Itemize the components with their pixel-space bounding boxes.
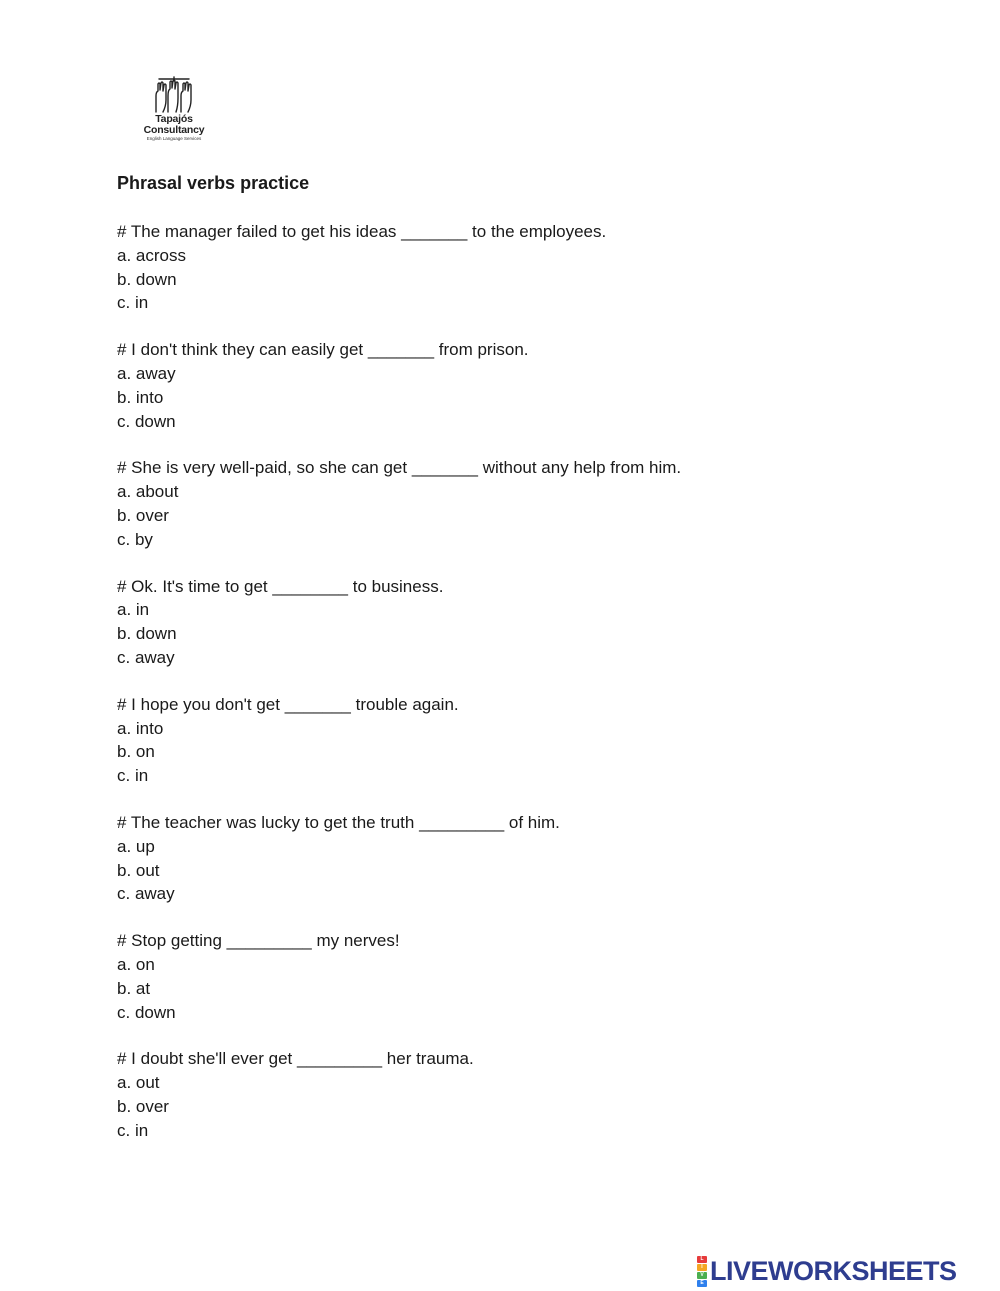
option-c[interactable]: c. in <box>117 1120 149 1140</box>
question-text: # Stop getting _________ my nerves! <box>117 931 400 951</box>
question-list <box>117 220 917 1166</box>
question-text: # I don't think they can easily get _______ from prison. <box>117 340 529 360</box>
question-6 <box>117 811 917 906</box>
liveworksheets-wordmark: LIVEWORKSHEETS <box>710 1256 957 1286</box>
option-c[interactable]: c. away <box>117 884 175 904</box>
option-c[interactable]: c. by <box>117 529 153 549</box>
option-c[interactable]: c. away <box>117 647 175 667</box>
option-a[interactable]: a. out <box>117 1073 160 1093</box>
company-logo <box>136 74 212 154</box>
option-c[interactable]: c. down <box>117 1002 176 1022</box>
option-a[interactable]: a. up <box>117 836 155 856</box>
option-b[interactable]: b. down <box>117 269 177 289</box>
question-text: # I hope you don't get _______ trouble again. <box>117 694 459 714</box>
option-a[interactable]: a. across <box>117 245 186 265</box>
raised-hands-icon <box>151 74 197 114</box>
option-a[interactable]: a. into <box>117 718 164 738</box>
question-1 <box>117 220 917 315</box>
logo-name-line1: Tapajós <box>155 113 193 125</box>
option-b[interactable]: b. into <box>117 387 164 407</box>
option-b[interactable]: b. at <box>117 978 151 998</box>
liveworksheets-blocks-icon <box>697 1256 707 1287</box>
block-i: I <box>697 1264 707 1271</box>
option-b[interactable]: b. over <box>117 505 169 525</box>
logo-tagline: English Language Services <box>146 136 202 141</box>
option-b[interactable]: b. down <box>117 624 177 644</box>
option-c[interactable]: c. in <box>117 766 149 786</box>
option-a[interactable]: a. about <box>117 482 179 502</box>
option-a[interactable]: a. in <box>117 600 150 620</box>
logo-name-line2: Consultancy <box>143 124 205 136</box>
question-4 <box>117 575 917 670</box>
option-a[interactable]: a. on <box>117 954 155 974</box>
option-c[interactable]: c. down <box>117 411 176 431</box>
question-text: # She is very well-paid, so she can get _______ without any help from him. <box>117 458 682 478</box>
question-5 <box>117 693 917 788</box>
question-text: # Ok. It's time to get ________ to business. <box>117 576 444 596</box>
liveworksheets-logo[interactable] <box>697 1256 957 1286</box>
question-text: # I doubt she'll ever get _________ her trauma. <box>117 1049 474 1069</box>
option-c[interactable]: c. in <box>117 293 149 313</box>
question-7 <box>117 929 917 1024</box>
question-3 <box>117 456 917 551</box>
question-text: # The manager failed to get his ideas _______ to the employees. <box>117 222 607 241</box>
option-b[interactable]: b. out <box>117 860 160 880</box>
option-b[interactable]: b. over <box>117 1096 169 1116</box>
question-8 <box>117 1047 917 1142</box>
question-2 <box>117 338 917 433</box>
question-text: # The teacher was lucky to get the truth _________ of him. <box>117 812 560 832</box>
block-e: E <box>697 1280 707 1287</box>
option-b[interactable]: b. on <box>117 742 155 762</box>
block-v: V <box>697 1272 707 1279</box>
block-l: L <box>697 1256 707 1263</box>
page-title: Phrasal verbs practice <box>117 173 310 193</box>
option-a[interactable]: a. away <box>117 363 176 383</box>
